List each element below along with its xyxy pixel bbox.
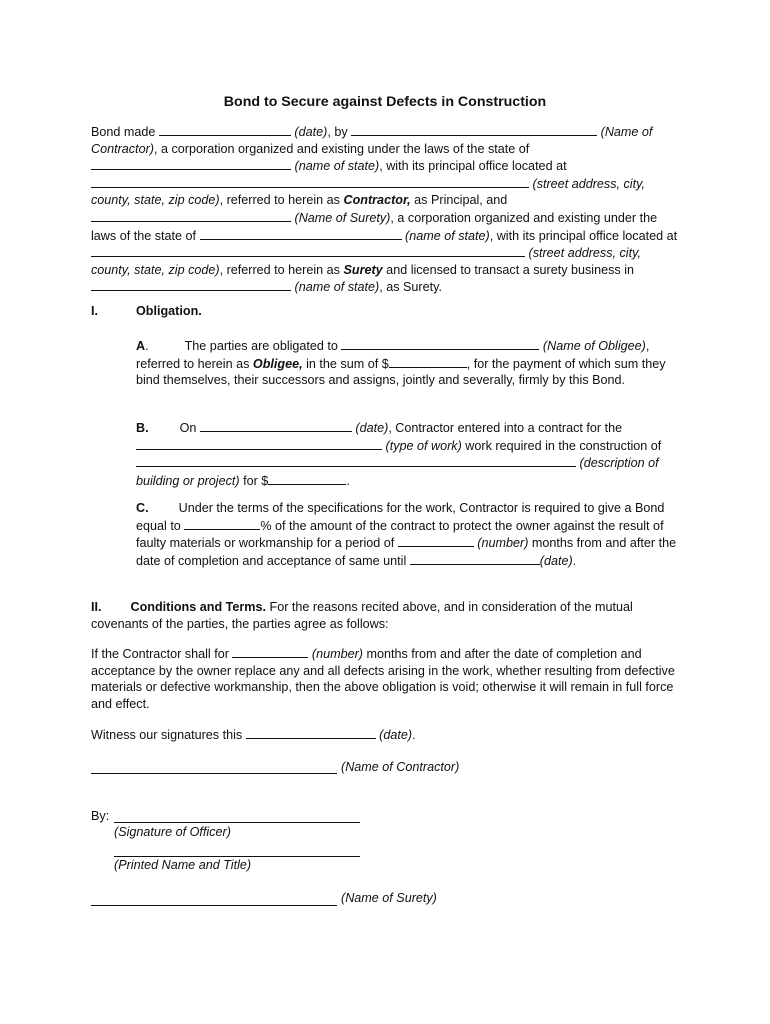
clause-text: On bbox=[179, 421, 200, 435]
section-1-heading: Obligation. bbox=[136, 304, 202, 318]
section-2-heading: Conditions and Terms. bbox=[130, 600, 267, 614]
surety-address-blank[interactable] bbox=[91, 244, 525, 257]
address-hint: (street address, city, county, state, zip code) bbox=[91, 176, 645, 208]
date-hint: (date) bbox=[375, 728, 413, 742]
contract-date-blank[interactable] bbox=[200, 419, 352, 432]
project-description-hint: (description of building or project) bbox=[136, 456, 659, 488]
clause-text: . bbox=[346, 473, 350, 488]
clause-a-dot: . bbox=[145, 339, 149, 353]
address-hint: (street address, city, county, state, zip code) bbox=[91, 246, 641, 277]
intro-text: , referred to herein as bbox=[219, 193, 344, 208]
intro-text: , a corporation organized and existing under the laws of the state of bbox=[154, 141, 530, 156]
clause-c bbox=[136, 500, 684, 569]
printed-name-line[interactable] bbox=[114, 856, 360, 857]
intro-text: , as Surety. bbox=[379, 280, 442, 295]
clause-text: , Contractor entered into a contract for the bbox=[388, 421, 623, 435]
witness-date-blank[interactable] bbox=[246, 726, 376, 739]
intro-text: , a corporation organized and existing under the laws of the state of bbox=[91, 210, 658, 243]
clause-text: Under the terms of the specifications for the work, Contractor is required to give a Bond equal to bbox=[136, 501, 665, 533]
intro-text: , with its principal office located at bbox=[379, 159, 567, 174]
date-blank[interactable] bbox=[159, 123, 291, 136]
period-months-blank[interactable] bbox=[398, 534, 474, 547]
obligee-name-blank[interactable] bbox=[341, 337, 539, 350]
surety-signature-line[interactable] bbox=[91, 905, 337, 906]
state-hint: (name of state) bbox=[291, 159, 380, 174]
contractor-term: Contractor, bbox=[343, 193, 411, 208]
conditions-paragraph bbox=[91, 645, 681, 712]
contractor-signature-line[interactable] bbox=[91, 773, 337, 774]
witness-text: Witness our signatures this bbox=[91, 728, 246, 742]
clause-text: work required in the construction of bbox=[461, 438, 662, 453]
officer-signature-label: (Signature of Officer) bbox=[114, 825, 231, 839]
state-hint: (name of state) bbox=[401, 228, 490, 243]
date-hint: (date) bbox=[351, 421, 389, 435]
date-hint: (date) bbox=[290, 125, 328, 139]
section-1-number: I. bbox=[91, 304, 98, 318]
surety-signature-label: (Name of Surety) bbox=[341, 891, 437, 905]
surety-name-blank[interactable] bbox=[91, 209, 291, 222]
number-hint: (number) bbox=[473, 536, 529, 551]
section-2-paragraph bbox=[91, 599, 681, 632]
clause-b bbox=[136, 419, 681, 489]
surety-license-state-blank[interactable] bbox=[91, 278, 291, 291]
contractor-name-hint: (Name of Contractor) bbox=[91, 125, 653, 156]
state-hint: (name of state) bbox=[291, 280, 380, 295]
clause-text: . bbox=[572, 553, 577, 568]
clause-text: for $ bbox=[239, 473, 269, 488]
clause-c-label: C. bbox=[136, 501, 149, 515]
clause-b-label: B. bbox=[136, 421, 149, 435]
contract-amount-blank[interactable] bbox=[268, 472, 346, 485]
bond-percent-blank[interactable] bbox=[184, 517, 260, 530]
bond-sum-blank[interactable] bbox=[389, 355, 467, 368]
printed-name-label: (Printed Name and Title) bbox=[114, 858, 252, 872]
clause-text: , referred to herein as bbox=[136, 339, 650, 371]
intro-text: and licensed to transact a surety business in bbox=[382, 262, 635, 277]
intro-text: , by bbox=[327, 125, 352, 139]
contractor-state-blank[interactable] bbox=[91, 157, 291, 170]
contractor-name-blank[interactable] bbox=[351, 123, 597, 136]
contractor-address-blank[interactable] bbox=[91, 175, 529, 188]
witness-text: . bbox=[412, 728, 416, 742]
obligee-term: Obligee, bbox=[252, 356, 303, 371]
conditions-text: months from and after the date of completion and acceptance by the owner replace any and all defects arising in the work, whether resulting from defective materials or defective workmanship, then the above obligation is void; otherwise it will remain in full force and effect. bbox=[91, 647, 675, 711]
contractor-signature-label: (Name of Contractor) bbox=[341, 760, 460, 774]
document-title: Bond to Secure against Defects in Construction bbox=[223, 94, 547, 110]
until-date-blank[interactable] bbox=[410, 552, 540, 565]
section-2-number: II. bbox=[91, 600, 102, 614]
clause-a bbox=[136, 337, 681, 389]
surety-name-hint: (Name of Surety) bbox=[291, 210, 391, 225]
number-hint: (number) bbox=[308, 647, 363, 661]
witness-paragraph bbox=[91, 726, 681, 744]
officer-signature-line[interactable] bbox=[114, 822, 360, 823]
surety-term: Surety bbox=[343, 262, 383, 277]
intro-paragraph bbox=[91, 123, 681, 296]
intro-text: , with its principal office located at bbox=[489, 228, 678, 243]
conditions-text: If the Contractor shall for bbox=[91, 647, 233, 661]
project-description-blank[interactable] bbox=[136, 454, 576, 467]
clause-a-label: A bbox=[136, 339, 146, 353]
surety-state-blank[interactable] bbox=[200, 227, 402, 240]
intro-text: Bond made bbox=[91, 125, 159, 139]
by-label: By: bbox=[91, 809, 110, 823]
obligee-hint: (Name of Obligee) bbox=[539, 339, 646, 353]
work-type-hint: (type of work) bbox=[382, 438, 462, 453]
intro-text: , referred to herein as bbox=[219, 262, 344, 277]
clause-text: months from and after the date of completion and acceptance of same until bbox=[136, 536, 677, 568]
section-2-text: For the reasons recited above, and in consideration of the mutual covenants of the parties, the parties agree as follows: bbox=[91, 600, 633, 631]
clause-text: in the sum of $ bbox=[302, 356, 389, 371]
work-type-blank[interactable] bbox=[136, 437, 382, 450]
date-hint: (date) bbox=[539, 553, 573, 568]
intro-text: as Principal, and bbox=[410, 193, 508, 208]
clause-text: The parties are obligated to bbox=[184, 339, 342, 353]
clause-text: % of the amount of the contract to protect the owner against the result of faulty materials or workmanship for a period of bbox=[136, 518, 664, 551]
replace-months-blank[interactable] bbox=[232, 645, 308, 658]
clause-text: , for the payment of which sum they bind themselves, their successors and assigns, jointly and severally, firmly by this Bond. bbox=[136, 356, 666, 388]
